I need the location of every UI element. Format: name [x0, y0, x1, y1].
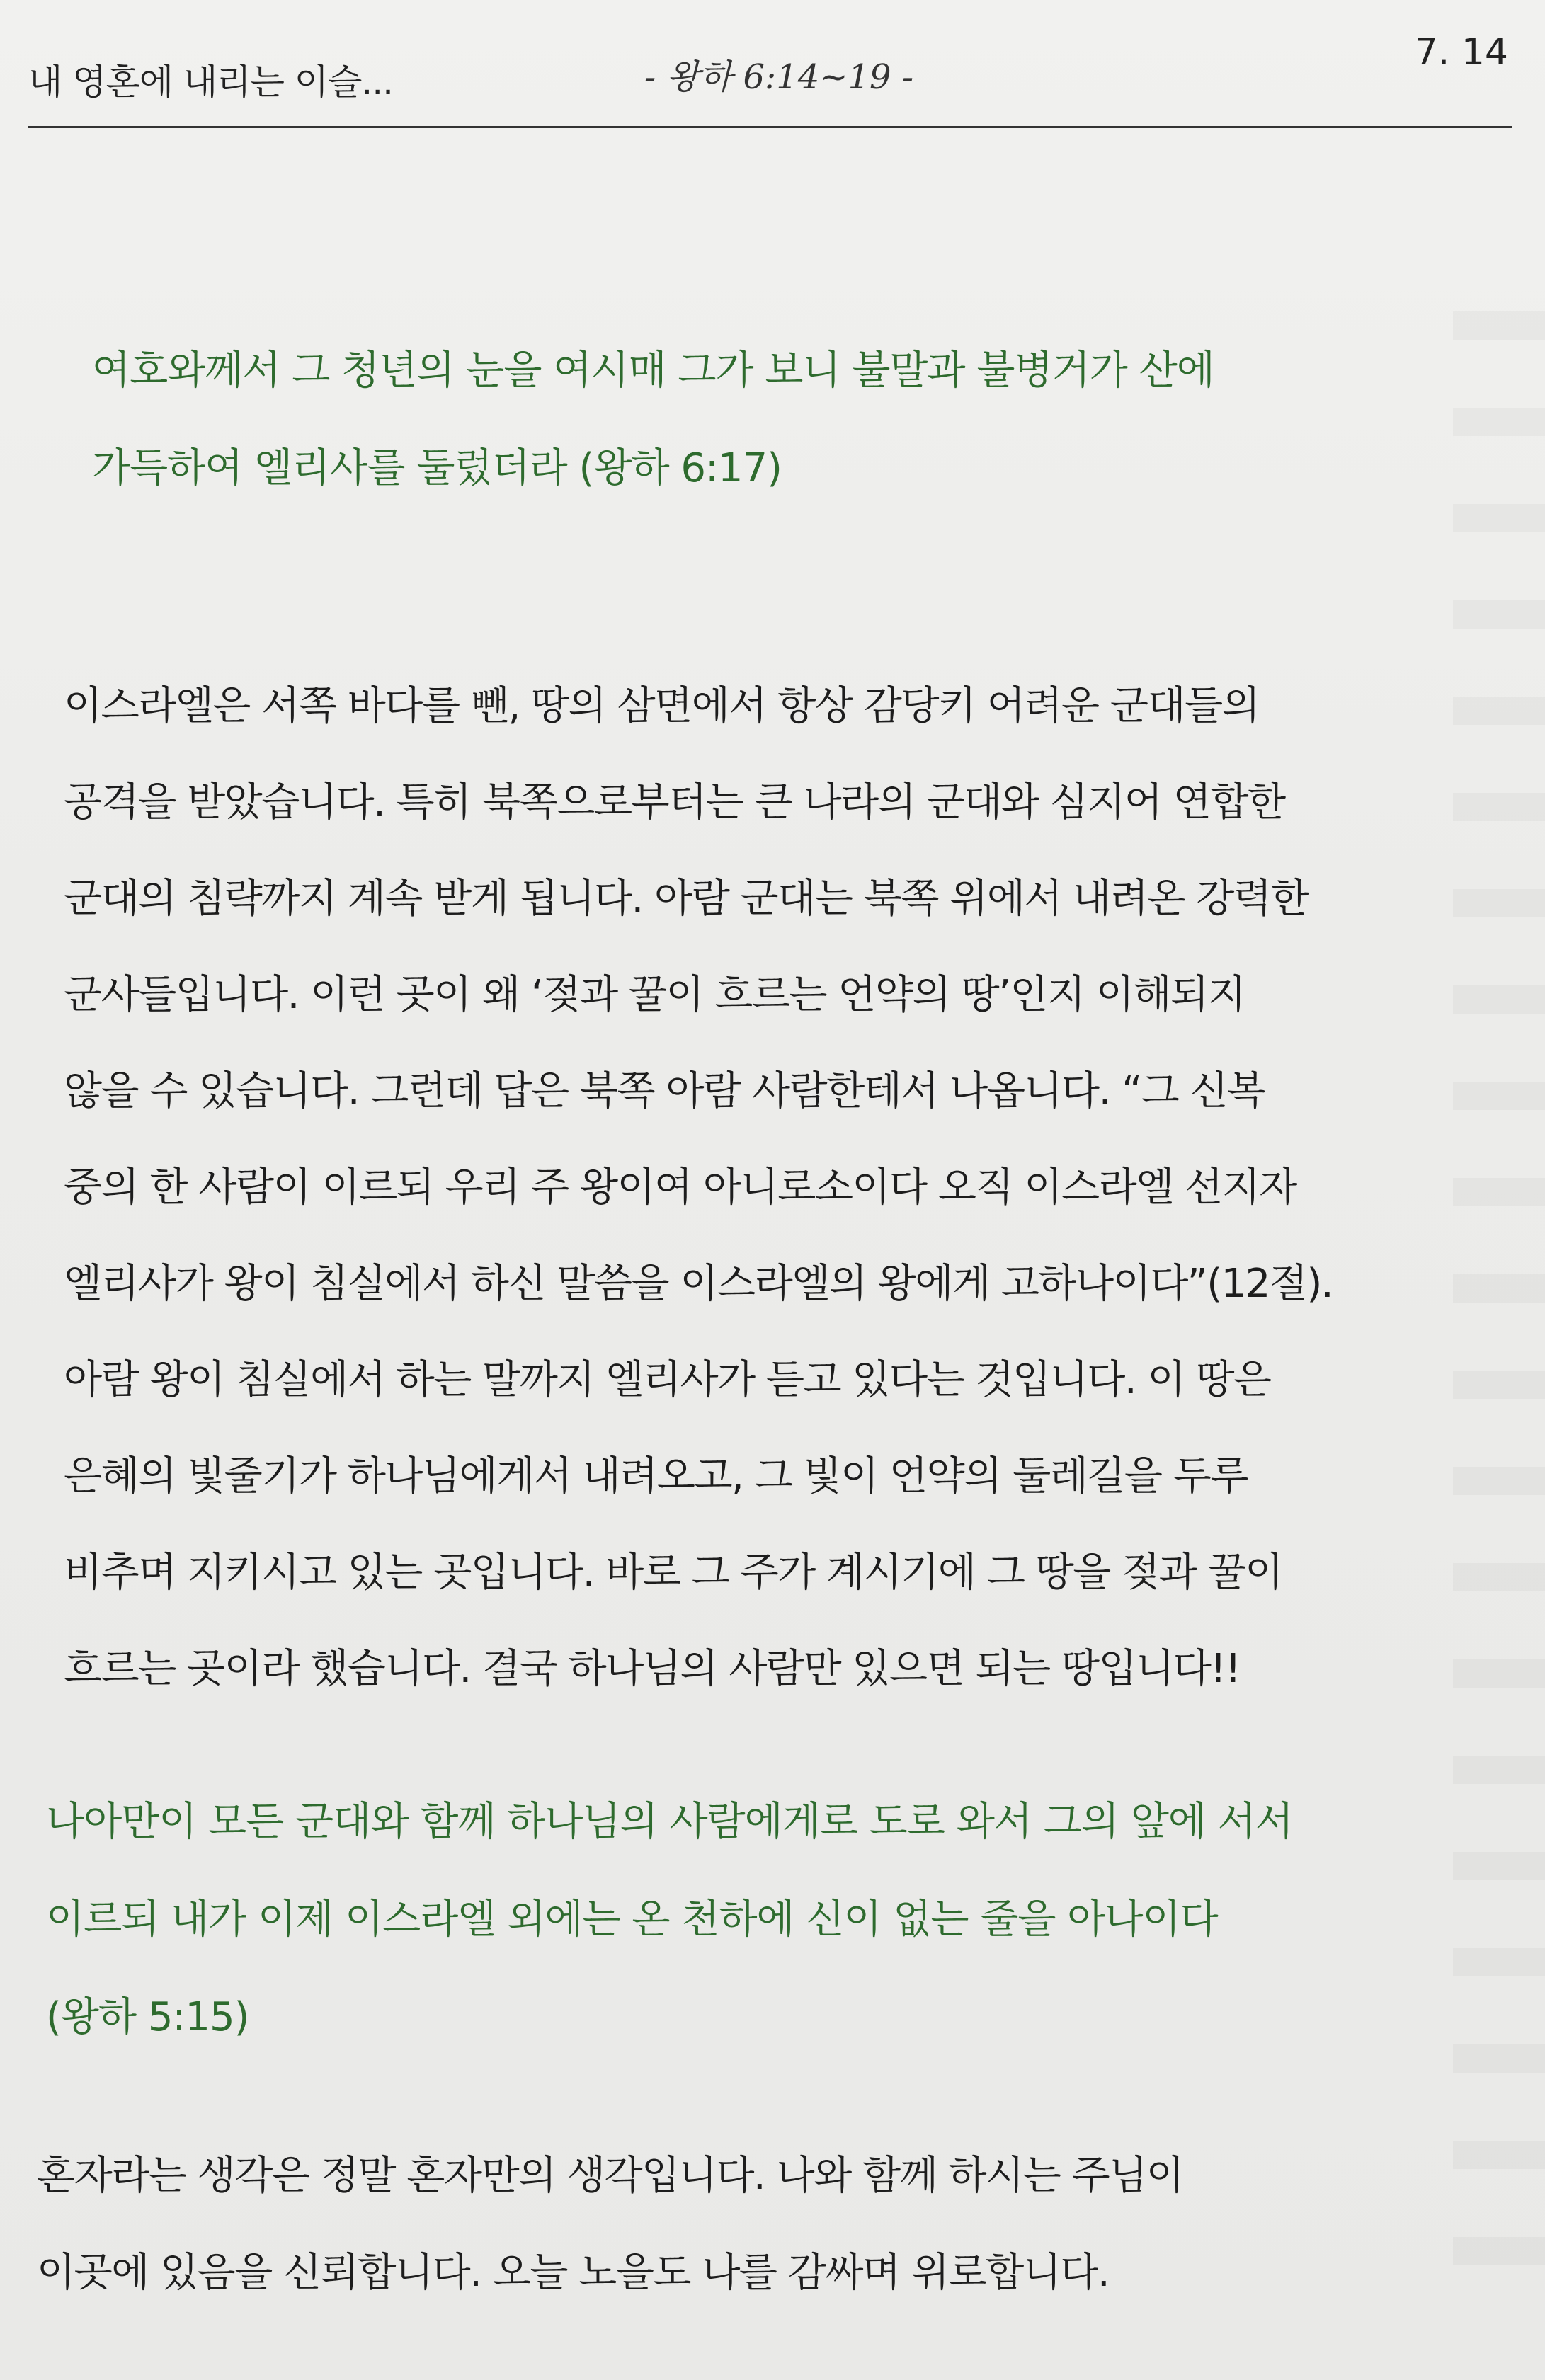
page-date: 7. 14 [1414, 31, 1508, 74]
page-header [28, 28, 1515, 113]
bleed-through-shadow [1453, 311, 1545, 2294]
body-line: 이스라엘은 서쪽 바다를 뺀, 땅의 삼면에서 항상 감당키 어려운 군대들의 [64, 683, 1260, 729]
body-line: 은혜의 빛줄기가 하나님에게서 내려오고, 그 빛이 언약의 둘레길을 두루 [64, 1453, 1248, 1499]
header-divider [28, 126, 1512, 128]
verse-line: 이르되 내가 이제 이스라엘 외에는 온 천하에 신이 없는 줄을 아나이다 [46, 1896, 1218, 1943]
verse-quote-top [92, 322, 1214, 517]
body-line: 군사들입니다. 이런 곳이 왜 ‘젖과 꿀이 흐르는 언약의 땅’인지 이해되지 [64, 972, 1245, 1018]
body-line: 공격을 받았습니다. 특히 북쪽으로부터는 큰 나라의 군대와 심지어 연합한 [64, 779, 1285, 825]
body-line: 아람 왕이 침실에서 하는 말까지 엘리사가 듣고 있다는 것입니다. 이 땅은 [64, 1357, 1271, 1403]
body-line: 중의 한 사람이 이르되 우리 주 왕이여 아니로소이다 오직 이스라엘 선지자 [64, 1165, 1296, 1211]
closing-line: 혼자라는 생각은 정말 혼자만의 생각입니다. 나와 함께 하시는 주님이 [37, 2153, 1184, 2199]
body-line: 비추며 지키시고 있는 곳입니다. 바로 그 주가 계시기에 그 땅을 젖과 꿀이 [64, 1550, 1282, 1596]
body-line: 군대의 침략까지 계속 받게 됩니다. 아람 군대는 북쪽 위에서 내려온 강력한 [64, 876, 1309, 922]
verse-line: (왕하 5:15) [46, 1994, 249, 2040]
verse-line: 여호와께서 그 청년의 눈을 여시매 그가 보니 불말과 불병거가 산에 [92, 348, 1214, 394]
devotional-body [64, 658, 1333, 1717]
verse-line: 가득하여 엘리사를 둘렀더라 (왕하 6:17) [92, 445, 782, 491]
closing-line: 이곳에 있음을 신뢰합니다. 오늘 노을도 나를 감싸며 위로합니다. [37, 2250, 1110, 2296]
closing-reflection [37, 2127, 1183, 2321]
book-title: 내 영혼에 내리는 이슬... [28, 62, 394, 103]
body-line: 않을 수 있습니다. 그런데 답은 북쪽 아람 사람한테서 나옵니다. “그 신복 [64, 1068, 1265, 1114]
body-line: 흐르는 곳이라 했습니다. 결국 하나님의 사람만 있으면 되는 땅입니다!! [64, 1646, 1241, 1692]
body-line: 엘리사가 왕이 침실에서 하신 말씀을 이스라엘의 왕에게 고하나이다”(12절). [64, 1261, 1333, 1307]
verse-line: 나아만이 모든 군대와 함께 하나님의 사람에게로 도로 와서 그의 앞에 서서 [46, 1799, 1293, 1845]
scripture-reference: - 왕하 6:14~19 - [644, 57, 914, 97]
verse-quote-bottom [46, 1773, 1293, 2066]
